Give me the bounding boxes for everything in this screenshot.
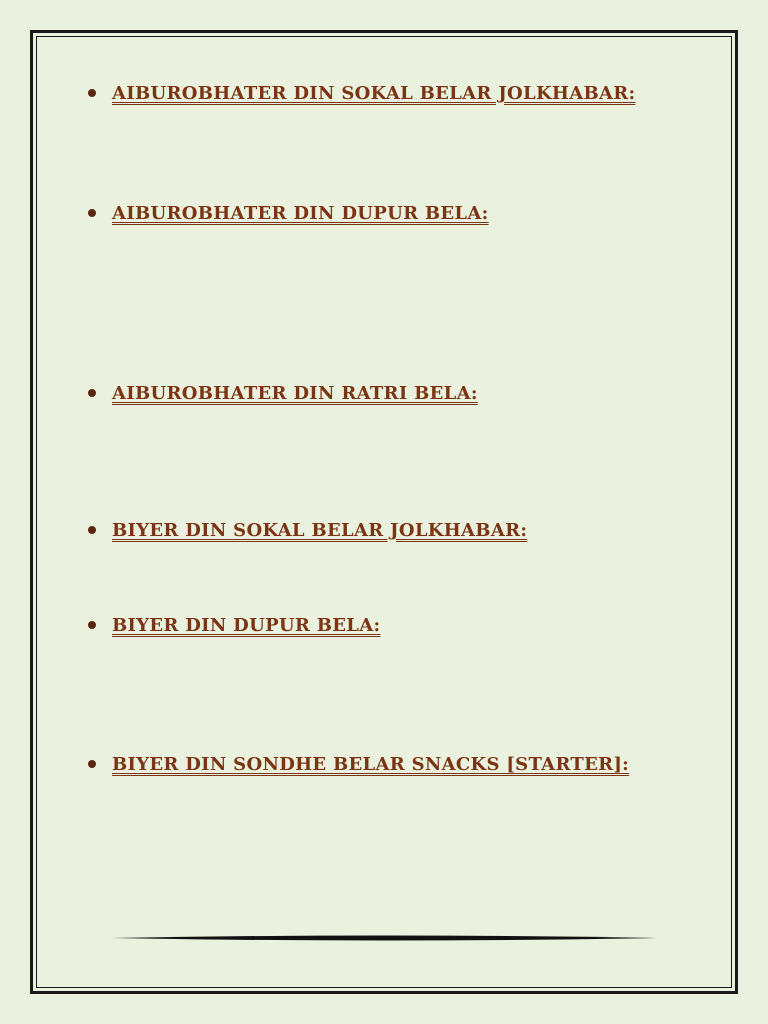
bullet-icon (88, 209, 96, 217)
list-item (88, 749, 629, 779)
bullet-icon (88, 621, 96, 629)
section-heading: BIYER DIN DUPUR BELA: (112, 614, 381, 636)
list-item (88, 610, 380, 640)
bullet-icon (88, 526, 96, 534)
section-heading: AIBUROBHATER DIN SOKAL BELAR JOLKHABAR: (112, 82, 636, 104)
bullet-icon (88, 760, 96, 768)
list-item (88, 78, 635, 108)
section-heading: AIBUROBHATER DIN DUPUR BELA: (112, 202, 489, 224)
bullet-icon (88, 389, 96, 397)
section-heading: BIYER DIN SONDHE BELAR SNACKS [STARTER]: (112, 753, 630, 775)
section-heading: BIYER DIN SOKAL BELAR JOLKHABAR: (112, 519, 528, 541)
decorative-divider (112, 930, 656, 946)
list-item (88, 378, 478, 408)
section-heading: AIBUROBHATER DIN RATRI BELA: (112, 382, 478, 404)
list-item (88, 515, 527, 545)
list-item (88, 198, 489, 228)
bullet-icon (88, 89, 96, 97)
